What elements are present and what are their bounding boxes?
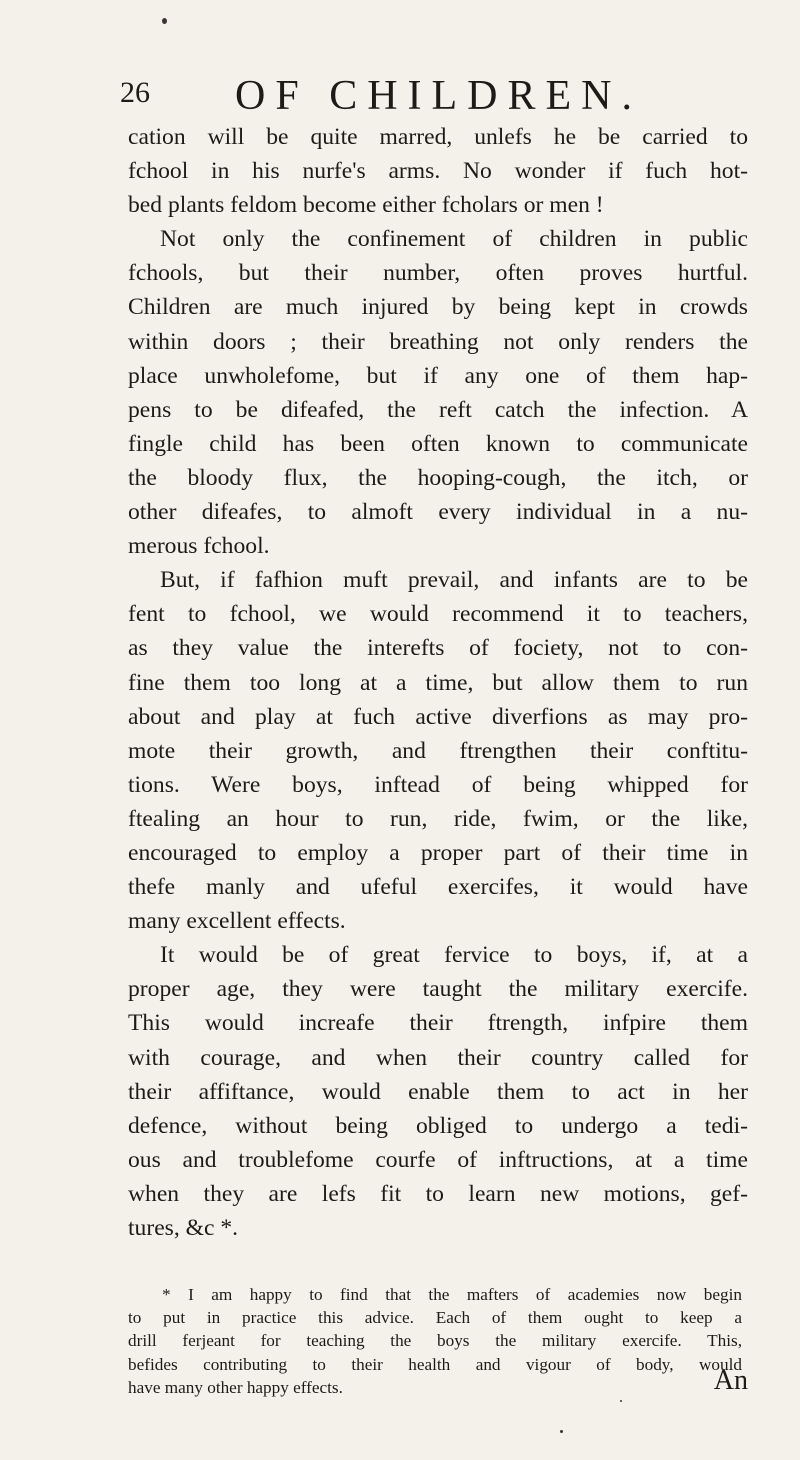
text-line: Children are much injured by being kept in crowds	[128, 294, 748, 321]
text-line: when they are lefs fit to learn new motions, gef-	[128, 1180, 748, 1207]
text-line: mote their growth, and ftrengthen their conftitu-	[128, 737, 748, 764]
text-line: with courage, and when their country called for	[128, 1044, 748, 1071]
text-line: ous and troublefome courfe of inftructions, at a time	[128, 1146, 748, 1173]
text-line: fchool in his nurfe's arms. No wonder if fuch hot-	[128, 158, 748, 185]
text-line: bed plants feldom become either fcholars or men !	[128, 192, 604, 219]
text-line: within doors ; their breathing not only renders the	[128, 328, 748, 355]
footnote-line: to put in practice this advice. Each of them ought to keep a	[128, 1308, 742, 1328]
text-line: fent to fchool, we would recommend it to teachers,	[128, 601, 748, 628]
footnote-line: have many other happy effects.	[128, 1377, 343, 1397]
text-line: place unwholefome, but if any one of them hap-	[128, 362, 748, 389]
text-line: It would be of great fervice to boys, if, at a	[160, 942, 748, 969]
footnote-line: befides contributing to their health and vigour of body, would	[128, 1354, 742, 1374]
text-line: merous fchool.	[128, 533, 270, 560]
text-line: other difeafes, to almoft every individual in a nu-	[128, 499, 748, 526]
footnote-line: * I am happy to find that the mafters of academies now begin	[162, 1285, 742, 1304]
text-line: fine them too long at a time, but allow them to run	[128, 669, 748, 696]
footnote	[128, 1283, 742, 1399]
footnote-line: drill ferjeant for teaching the boys the military exercife. This,	[128, 1331, 742, 1351]
ink-speck	[560, 1430, 563, 1433]
text-line: encouraged to employ a proper part of their time in	[128, 839, 748, 866]
text-line: the bloody flux, the hooping-cough, the itch, or	[128, 464, 748, 491]
text-line: thefe manly and ufeful exercifes, it would have	[128, 874, 748, 901]
text-line: tions. Were boys, inftead of being whipped for	[128, 771, 748, 798]
page-header	[120, 73, 740, 119]
text-line: proper age, they were taught the military exercife.	[128, 976, 748, 1003]
text-line: as they value the interefts of fociety, not to con-	[128, 635, 748, 662]
body-text	[128, 120, 748, 1245]
text-line: cation will be quite marred, unlefs he be carried to	[128, 124, 748, 150]
text-line: But, if fafhion muft prevail, and infants are to be	[160, 567, 748, 594]
text-line: about and play at fuch active diverfions as may pro-	[128, 703, 748, 730]
text-line: pens to be difeafed, the reft catch the infection. A	[128, 396, 748, 423]
text-line: ftealing an hour to run, ride, fwim, or the like,	[128, 805, 748, 832]
text-line: fchools, but their number, often proves hurtful.	[128, 260, 748, 287]
running-head: OF CHILDREN.	[235, 73, 643, 119]
text-line: tures, &c *.	[128, 1215, 239, 1241]
text-line: their affiftance, would enable them to act in her	[128, 1078, 748, 1105]
text-line: many excellent effects.	[128, 908, 346, 935]
text-line: This would increafe their ftrength, infpire them	[128, 1010, 748, 1037]
ink-speck	[162, 18, 167, 24]
ink-speck	[620, 1400, 622, 1402]
catchword: An	[713, 1365, 748, 1396]
page-number: 26	[120, 76, 150, 109]
text-line: defence, without being obliged to undergo a tedi-	[128, 1112, 748, 1139]
text-line: Not only the confinement of children in public	[160, 226, 748, 253]
text-line: fingle child has been often known to communicate	[128, 430, 748, 457]
